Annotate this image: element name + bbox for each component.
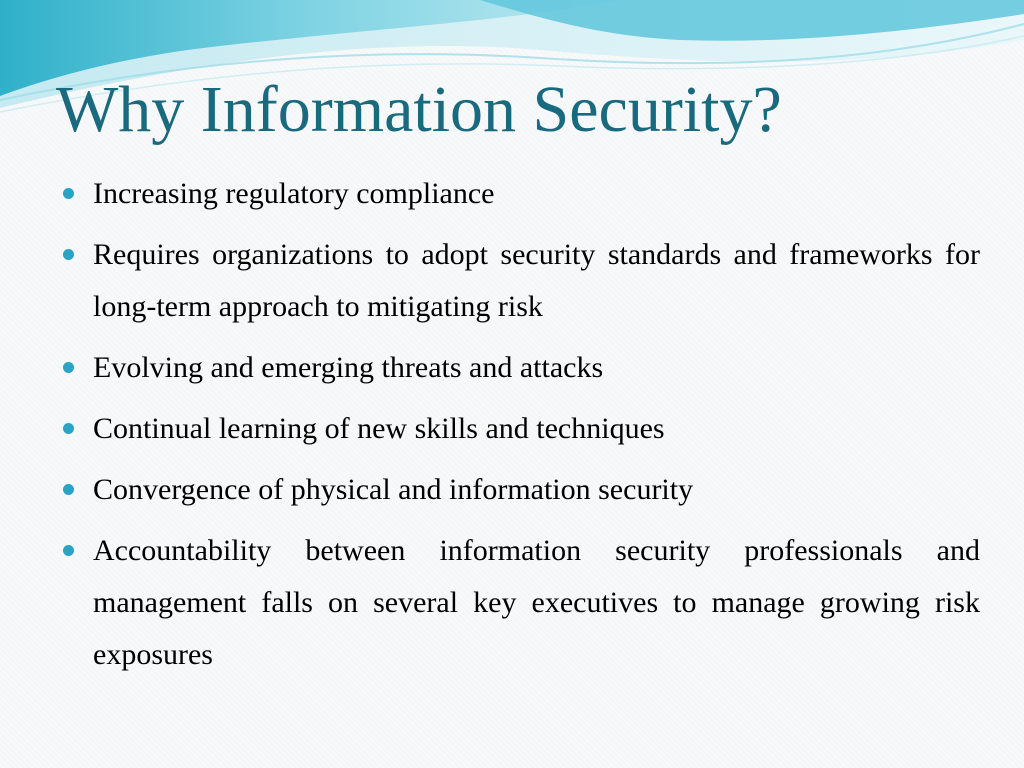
bullet-dot-icon [63,484,74,495]
bullet-item [62,229,980,333]
bullet-dot-icon [63,545,74,556]
bullet-text: Evolving and emerging threats and attacks [93,351,604,384]
bullet-item [62,168,980,220]
bullet-item [62,403,980,455]
bullet-dot-icon [63,423,74,434]
bullet-text: Requires organizations to adopt security standards and frameworks for long-term approach to mitigating risk [93,238,980,323]
bullet-text: Increasing regulatory compliance [93,177,495,210]
bullet-text: Continual learning of new skills and techniques [93,412,665,445]
bullet-text: Accountability between information security professionals and management falls on several key executives to manage growing risk exposures [93,534,980,671]
bullet-list [62,168,980,690]
bullet-dot-icon [63,188,74,199]
bullet-text: Convergence of physical and information security [93,473,694,506]
bullet-item [62,525,980,681]
bullet-item [62,342,980,394]
bullet-dot-icon [63,249,74,260]
slide-title: Why Information Security? [56,73,782,146]
bullet-dot-icon [63,362,74,373]
bullet-item [62,464,980,516]
